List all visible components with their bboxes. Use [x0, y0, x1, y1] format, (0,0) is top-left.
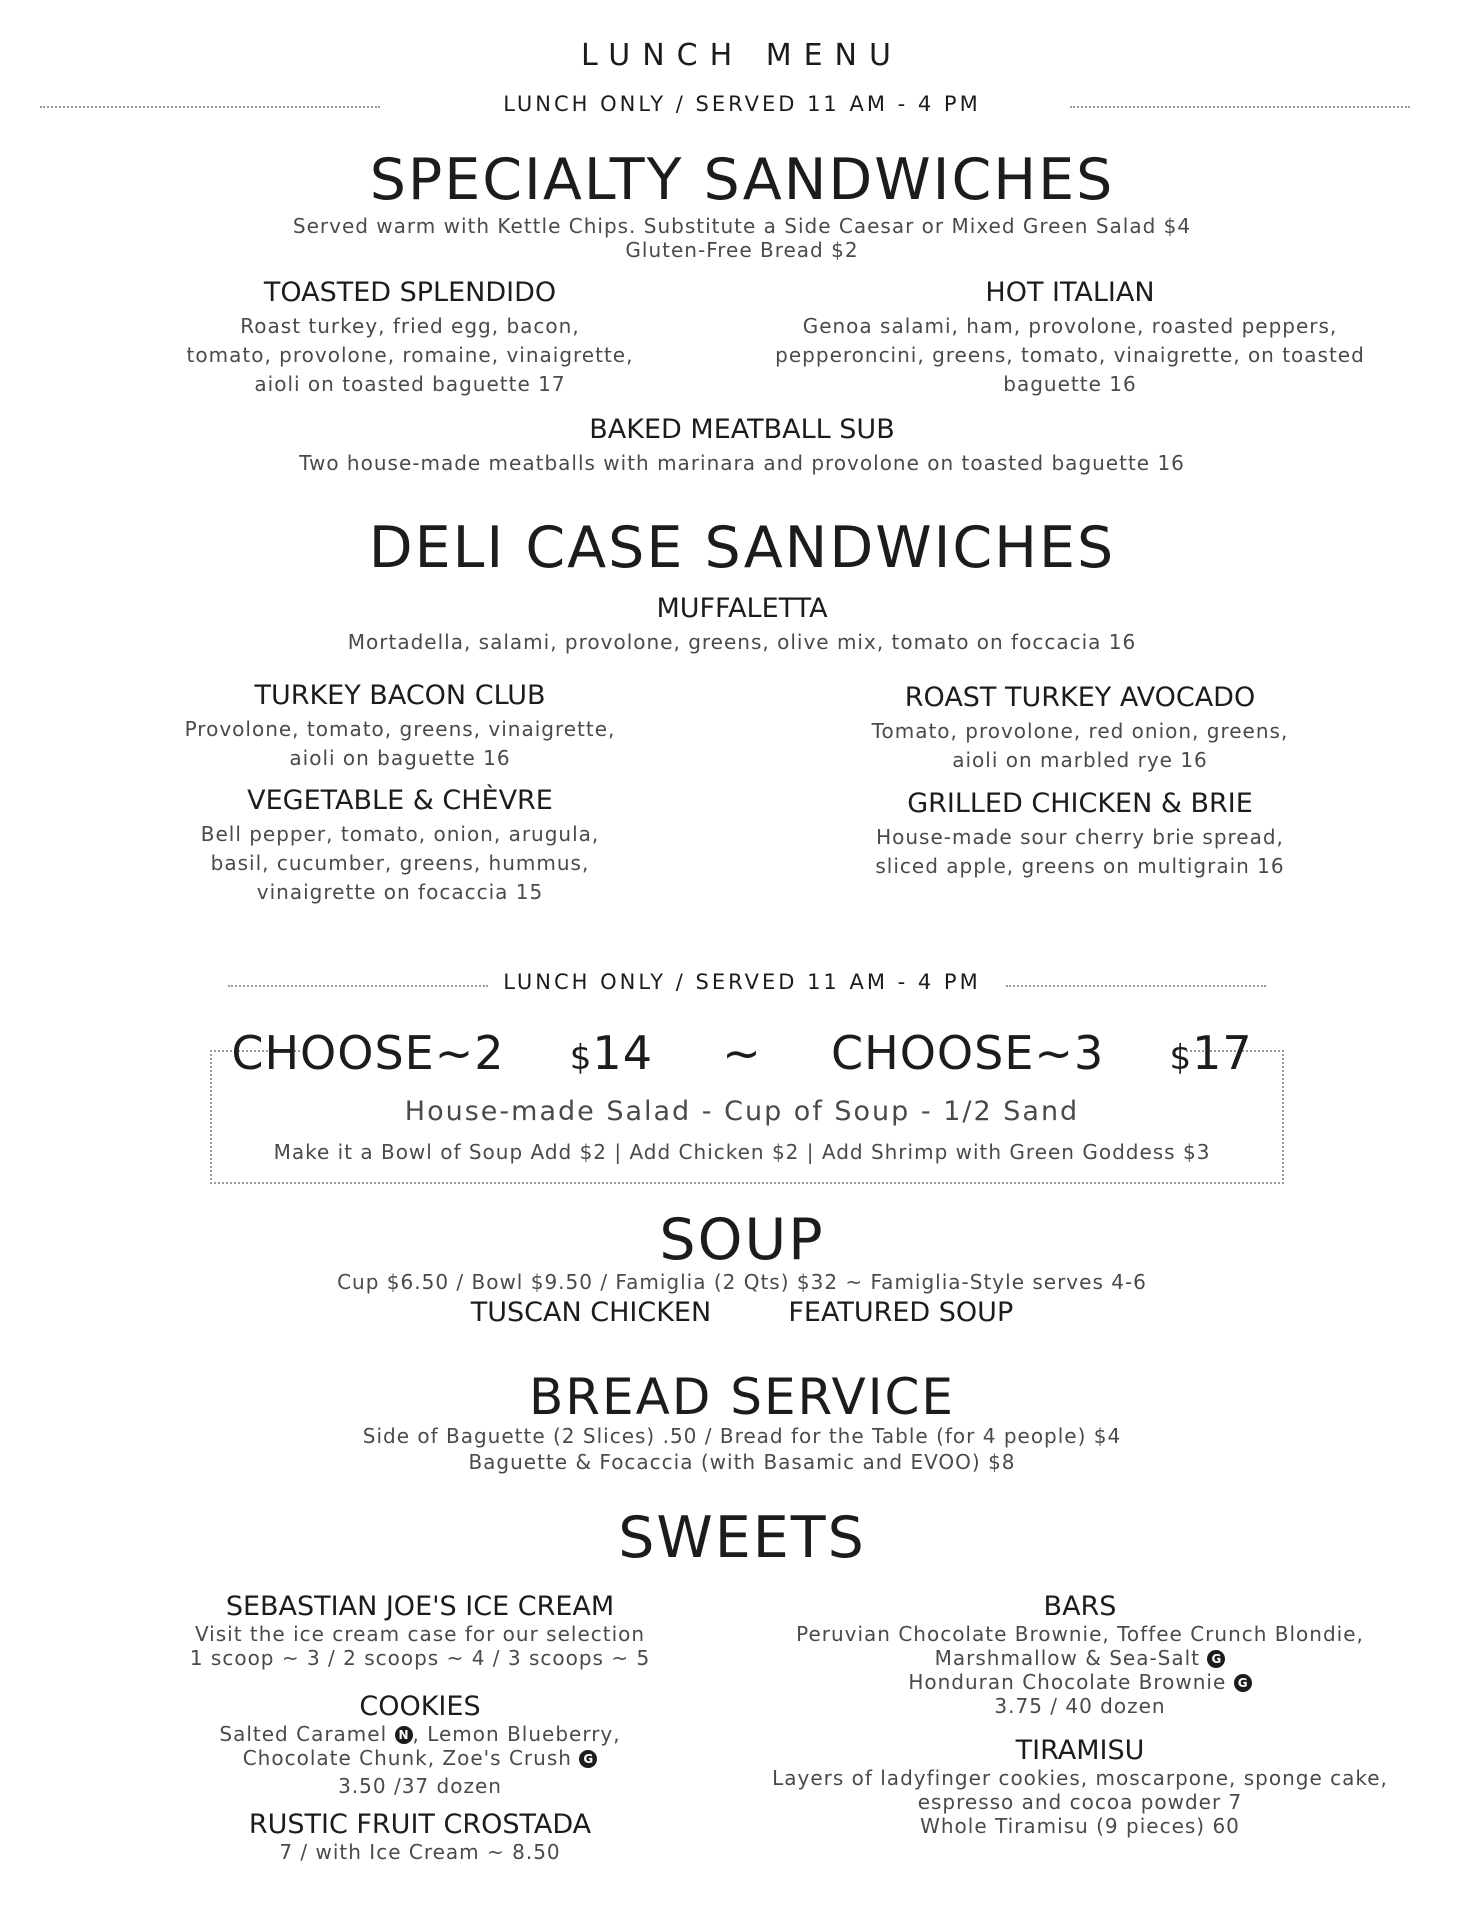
section-title-deli: DELI CASE SANDWICHES [368, 515, 1116, 581]
soup-prices: Cup $6.50 / Bowl $9.50 / Famiglia (2 Qts) $32 ~ Famiglia-Style serves 4-6 [337, 1270, 1147, 1294]
desc-line: tomato, provolone, romaine, vinaigrette, [186, 342, 634, 367]
menu-title: LUNCH MENU [581, 38, 903, 73]
item-description [780, 717, 1380, 775]
desc-line: espresso and cocoa powder 7 [917, 1789, 1243, 1814]
cookie-flavors: , Lemon Blueberry, [412, 1721, 621, 1746]
desc-line [770, 1670, 1390, 1694]
item-name: COOKIES [359, 1691, 481, 1722]
desc-line: aioli on toasted baguette 17 [254, 371, 566, 396]
desc-line: Bell pepper, tomato, onion, arugula, [200, 821, 600, 846]
desc-line [770, 1646, 1390, 1670]
item-name: HOT ITALIAN [985, 277, 1155, 308]
menu-item-bars [770, 1592, 1390, 1718]
desc-line [140, 1746, 700, 1770]
section-title-sweets: SWEETS [618, 1505, 866, 1571]
combo-service-hours: LUNCH ONLY / SERVED 11 AM - 4 PM [503, 970, 981, 994]
menu-item-ice-cream [140, 1592, 700, 1670]
menu-item-vegetable-chevre [130, 786, 670, 907]
desc-line: aioli on baguette 16 [289, 745, 511, 770]
menu-item-crostada [140, 1810, 700, 1864]
item-description: Two house-made meatballs with marinara and provolone on toasted baguette 16 [299, 450, 1185, 475]
choose-three-label: CHOOSE~3 [831, 1026, 1105, 1080]
divider-right [1070, 106, 1410, 108]
item-name: TURKEY BACON CLUB [254, 680, 546, 711]
desc-line: 7 / with Ice Cream ~ 8.50 [279, 1839, 561, 1864]
desc-line: Visit the ice cream case for our selection [194, 1621, 646, 1646]
section-title-bread: BREAD SERVICE [528, 1368, 956, 1426]
desc-line: Layers of ladyfinger cookies, moscarpone, sponge cake, [772, 1765, 1388, 1790]
item-description [140, 312, 680, 399]
menu-item-roast-turkey-avocado [780, 683, 1380, 775]
item-name: GRILLED CHICKEN & BRIE [907, 788, 1253, 819]
choose-three-price: 17 [1192, 1026, 1253, 1080]
item-name: BAKED MEATBALL SUB [589, 414, 895, 445]
dollar-sign: $ [569, 1038, 593, 1078]
section-title-specialty: SPECIALTY SANDWICHES [369, 147, 1115, 213]
desc-line: baguette 16 [1003, 371, 1137, 396]
nut-icon: N [395, 1726, 413, 1744]
item-description [760, 312, 1380, 399]
gluten-free-note: Gluten-Free Bread $2 [625, 238, 859, 262]
menu-item-turkey-bacon-club [130, 681, 670, 773]
desc-line: House-made sour cherry brie spread, [876, 824, 1284, 849]
desc-line: aioli on marbled rye 16 [952, 747, 1208, 772]
item-name: RUSTIC FRUIT CROSTADA [248, 1809, 592, 1840]
cookie-salted-caramel: Salted Caramel [219, 1721, 388, 1746]
item-name: TOASTED SPLENDIDO [263, 277, 557, 308]
item-name: MUFFALETTA [656, 593, 828, 624]
desc-line: 1 scoop ~ 3 / 2 scoops ~ 4 / 3 scoops ~ 5 [189, 1645, 651, 1670]
combo-divider-right [1006, 985, 1266, 987]
item-description [130, 715, 670, 773]
choose-two-label: CHOOSE~2 [231, 1026, 505, 1080]
item-name: TIRAMISU [1015, 1735, 1145, 1766]
item-description [130, 820, 670, 907]
desc-line: Tomato, provolone, red onion, greens, [871, 718, 1289, 743]
menu-item-grilled-chicken-brie [780, 789, 1380, 881]
desc-line: Whole Tiramisu (9 pieces) 60 [920, 1813, 1240, 1838]
desc-line: pepperoncini, greens, tomato, vinaigrette, on toasted [775, 342, 1365, 367]
bar-flavor: Marshmallow & Sea-Salt [934, 1645, 1201, 1670]
desc-line: vinaigrette on focaccia 15 [256, 879, 544, 904]
desc-line: Roast turkey, fried egg, bacon, [240, 313, 580, 338]
desc-line: Genoa salami, ham, provolone, roasted peppers, [802, 313, 1338, 338]
menu-item-baked-meatball-sub [0, 415, 1484, 478]
item-description [780, 823, 1380, 881]
item-name: VEGETABLE & CHÈVRE [247, 785, 553, 816]
item-name: SEBASTIAN JOE'S ICE CREAM [225, 1591, 615, 1622]
specialty-note: Served warm with Kettle Chips. Substitute a Side Caesar or Mixed Green Salad $4 [292, 214, 1192, 238]
desc-line [140, 1722, 700, 1746]
menu-item-tiramisu [770, 1736, 1390, 1838]
section-title-soup: SOUP [659, 1207, 825, 1273]
dollar-sign: $ [1169, 1038, 1193, 1078]
menu-item-cookies [140, 1692, 700, 1798]
bread-line-2: Baguette & Focaccia (with Basamic and EVOO) $8 [468, 1450, 1016, 1474]
soup-item-featured: FEATURED SOUP [788, 1297, 1014, 1328]
soup-item-tuscan-chicken: TUSCAN CHICKEN [470, 1297, 712, 1328]
desc-line: 3.75 / 40 dozen [994, 1693, 1166, 1718]
menu-item-muffaletta [0, 594, 1484, 657]
combo-options: House-made Salad - Cup of Soup - 1/2 Sand [404, 1096, 1080, 1127]
menu-item-hot-italian [760, 278, 1380, 399]
gluten-free-icon: G [1234, 1674, 1252, 1692]
cookie-flavors-2: Chocolate Chunk, Zoe's Crush [242, 1745, 572, 1770]
combo-separator: ~ [722, 1026, 762, 1080]
combo-addons: Make it a Bowl of Soup Add $2 | Add Chicken $2 | Add Shrimp with Green Goddess $3 [273, 1140, 1211, 1164]
desc-line: Peruvian Chocolate Brownie, Toffee Crunch Blondie, [796, 1621, 1364, 1646]
gluten-free-icon: G [1207, 1650, 1225, 1668]
soup-options [0, 1298, 1484, 1328]
desc-line: Provolone, tomato, greens, vinaigrette, [184, 716, 616, 741]
combo-heading [0, 1026, 1484, 1080]
bread-line-1: Side of Baguette (2 Slices) .50 / Bread for the Table (for 4 people) $4 [362, 1424, 1122, 1448]
menu-item-toasted-splendido [140, 278, 680, 399]
item-name: BARS [1043, 1591, 1117, 1622]
gluten-free-icon: G [579, 1750, 597, 1768]
desc-line: 3.50 /37 dozen [338, 1773, 502, 1798]
service-hours: LUNCH ONLY / SERVED 11 AM - 4 PM [503, 92, 981, 116]
desc-line: sliced apple, greens on multigrain 16 [875, 853, 1285, 878]
desc-line: basil, cucumber, greens, hummus, [210, 850, 590, 875]
bar-flavor: Honduran Chocolate Brownie [908, 1669, 1227, 1694]
item-name: ROAST TURKEY AVOCADO [904, 682, 1256, 713]
choose-two-price: 14 [592, 1026, 653, 1080]
item-description: Mortadella, salami, provolone, greens, olive mix, tomato on foccacia 16 [347, 629, 1137, 654]
